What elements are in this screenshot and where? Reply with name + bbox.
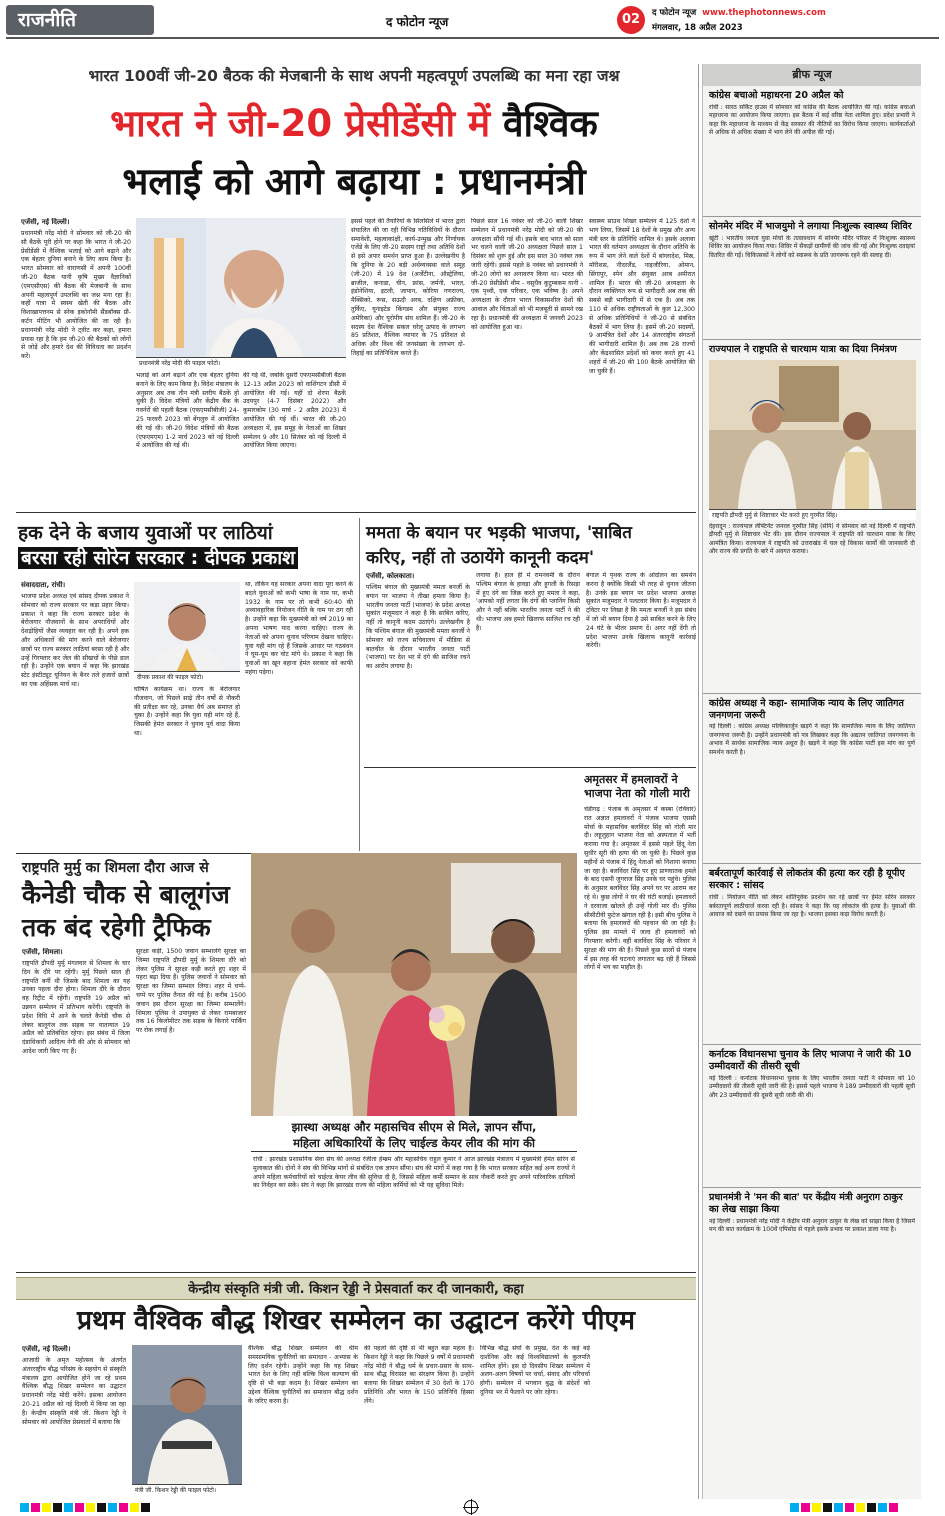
mamata-column-3: [586, 572, 696, 762]
shimla-column-2: [136, 948, 246, 1266]
buddhist-headline: प्रथम वैश्विक बौद्ध शिखर सम्मेलन का उद्घाटन करेंगे पीएम: [76, 1305, 636, 1336]
mamata-headline: [366, 521, 696, 571]
mamata-col3-text: बंगाल में पृथक राज्य के आंदोलन का समर्थन करना है क्योंकि किसी भी तरह से चुनाव जीतना है। उनके इस बयान पर प्रदेश भाजपा अध्यक्ष सुकांत मजूमदार ने पलटवार किया है। मजूमदार ने ट्विटर पर लिखा है कि ममता बनर्जी ने इस संबंध में जो भी बयान दिया है उसे साबित करने के लिए 24 घंटे के भीतर प्रमाण दें। अगर नहीं देंगी तो प्रदेश भाजपा उनके खिलाफ कानूनी कार्रवाई करेगी।: [586, 572, 696, 650]
mamata-column-1: [366, 572, 470, 762]
governor-president-photo: [709, 360, 916, 520]
brief-item-4: [703, 693, 921, 864]
buddhist-column-4: [480, 1345, 590, 1495]
kishan-reddy-photo-caption: मंत्री जी. किशन रेड्डी की फाइल फोटो।: [132, 1484, 242, 1495]
brief-item-3: [703, 339, 921, 693]
column-rule-right: [698, 64, 699, 1499]
lead-col6-text: स्वास्थ्य साउथ शिखर सम्मेलन में 125 देशों ने भाग लिया, जिसमें 18 देशों के प्रमुख और अन्य मंत्री स्तर के प्रतिनिधि शामिल थे। इसके अलावा भारत की वर्तमान अध्यक्षता के दौरान अतिथि के रूप में भाग लेने वाले देशों में बांग्लादेश, मिस्र, मॉरीशस, नीदरलैंड, नाइजीरिया, ओमान, सिंगापुर, स्पेन और संयुक्त अरब अमीरात शामिल हैं। भारत की जी-20 अध्यक्षता के दौरान व्यक्तिगत रूप से भागीदारी अब तक की सबसे बड़ी भागीदारी में से एक है। अब तक 110 से अधिक राष्ट्रीयताओं के कुल 12,300 से अधिक प्रतिनिधियों ने जी-20 से संबंधित बैठकों में भाग लिया है। इसमें जी-20 सदस्यों, 9 आमंत्रित देशों और 14 अंतरराष्ट्रीय संगठनों की भागीदारी शामिल है। अब तक 28 राज्यों और केंद्रशासित प्रदेशों को कवर करते हुए 41 शहरों में जी-20 की 100 बैठकें आयोजित की जा चुकी हैं।: [589, 218, 695, 375]
lead-col5-text: पिछले साल 16 नवंबर को जी-20 बाली शिखर सम्मेलन में प्रधानमंत्री नरेंद्र मोदी को जी-20 की अध्यक्षता सौंपी गई थी। इसके बाद भारत को साल भर चलने वाली जी-20 अध्यक्षता पिछले साल 1 दिसंबर को शुरू हुई और इस साल 30 नवंबर तक जारी रहेगी। इससे पहले 8 नवंबर को प्रधानमंत्री ने जी-20 लोगो का अनावरण किया था। भारत की जी-20 प्रेसीडेंसी थीम - वसुधैव कुटुम्बकम यानी - एक पृथ्वी, एक परिवार, एक भविष्य है। अपने अध्यक्षता के दौरान भारत विकासशील देशों की आवाज और चिंताओं को भी मजबूती से सामने रख रहा है। प्रधानमंत्री की अध्यक्षता में जनवरी 2023 को आयोजित हुआ था।: [471, 218, 583, 331]
brief-item-2-headline: सोनमेर मंदिर में भाजयुमो ने लगाया निःशुल्क स्वास्थ्य शिविर: [709, 220, 912, 232]
cm-meeting-photo: [251, 853, 577, 1116]
amritsar-headline: [584, 773, 696, 801]
brief-news-header: [703, 64, 921, 86]
header-brand-right: [652, 7, 826, 18]
jharkhand-headline: [251, 1119, 577, 1152]
lead-headline-black: वैश्विक: [502, 102, 598, 145]
buddhist-col4-text: विभिन्न बौद्ध संघों के प्रमुख, देश के कई बड़े दार्शनिक और कई विश्वविद्यालयों के कुलपति शामिल होंगे। इस दो दिवसीय शिखर सम्मेलन में अलग-अलग विषयों पर चर्चा, संवाद और परिचर्चा होगी। सम्मेलन में भगवान बुद्ध के संदेशों को दुनिया भर में फैलाने पर जोर रहेगा।: [480, 1345, 590, 1396]
soren-headline: [18, 521, 354, 571]
deepak-photo-caption: दीपक प्रकाश की फाइल फोटो।: [134, 671, 240, 682]
mamata-column-2: [476, 572, 580, 762]
jharkhand-headline-line2: महिला अधिकारियों के लिए चाईल्ड केयर लीव की मांग की: [293, 1136, 535, 1150]
modi-photo-caption: प्रधानमंत्री नरेंद्र मोदी की फाइल फोटो।: [136, 357, 346, 368]
soren-column-1: [21, 581, 129, 847]
shimla-byline: एजेंसी, शिमला।: [22, 948, 63, 956]
soren-headline-line2: [18, 546, 354, 571]
shimla-kicker: राष्ट्रपति मुर्मु का शिमला दौरा आज से: [22, 860, 209, 876]
buddhist-byline: एजेंसी, नई दिल्ली।: [22, 1345, 71, 1353]
brief-item-5-headline: बर्बरतापूर्ण कार्रवाई से लोकतंत्र की हत्या कर रही है यूपीए सरकार : सांसद: [709, 868, 905, 892]
divider-buddhist-top: [16, 1272, 696, 1273]
website-link[interactable]: www.thephotonnews.com: [702, 8, 826, 18]
kishan-reddy-photo: [132, 1345, 242, 1495]
lead-column-2: [136, 372, 239, 506]
mamata-headline-line2: करिए, नहीं तो उठायेंगे कानूनी कदम': [366, 548, 595, 568]
brief-item-5: [703, 863, 921, 1044]
soren-column-2: [134, 686, 240, 846]
lead-col3-text: की गई थी, जबकि दूसरी एफएमसीबीजी बैठक 12-13 अप्रैल 2023 को वाशिंगटन डीसी में आयोजित की गई। यहीं दो शेरपा बैठकें उदयपुर (4-7 दिसंबर 2022) और कुमारकोम (30 मार्च - 2 अप्रैल 2023) में आयोजित की गई थीं। भारत की जी-20 अध्यक्षता में, इस समूह के नेताओं का शिखर सम्मेलन 9 और 10 सितंबर को नई दिल्ली में आयोजित किया जाएगा।: [243, 372, 346, 450]
jharkhand-text: रांची : झारखंड प्रशासनिक सेवा संघ की अध्यक्ष रंजीता हेम्ब्रम और महासचिव राहुल कुमार ने आज झारखंड मंत्रालय में मुख्यमंत्री हेमंत सोरेन से मुलाकात की। दोनों ने संघ की विभिन्न मांगों से संबंधित एक ज्ञापन सौंपा। संघ की मांगों में कहा गया है कि भारत सरकार सहित कई अन्य राज्यों ने अपने महिला कर्मचारियों को चाईल्ड केयर लीव की सुविधा दी है, जिससे महिला कर्मी सम्मान के साथ नौकरी करते हुए अपने पारिवारिक दायित्वों का निर्वहन कर सकें। संघ ने कहा कि झारखंड राज्य की महिला कर्मियों को भी यह सुविधा मिले।: [253, 1156, 575, 1190]
lead-col1-text: प्रधानमंत्री नरेंद्र मोदी ने सोमवार को जी-20 की सौ बैठकें पूरी होने पर कहा कि भारत ने जी-20 प्रेसीडेंसी में वैश्विक भलाई को आगे बढ़ाने और एक बेहतर दुनिया बनाने के लिए काम किया है। भारत सोमवार को वाराणसी में अपनी 100वीं जी-20 बैठक यानी कृषि मुख्य वैज्ञानिकों (एमएसीएस) की बैठक की मेजबानी के साथ अपनी महत्वपूर्ण उपलब्धि का जश्न मना रहा है। कहीं यात्रा में स्वस्थ खेती की बैठक और विशाखापत्तनम से स्नेक इकोनॉमी सैंडबॉक्स प्री-कर्टन मीटिंग भी आयोजित की जा रही है। प्रधानमंत्री नरेंद्र मोदी ने ट्वीट कर कहा, हमारा प्रयास रहा है कि हम जी-20 की बैठकों को लोगों से जोड़ें और हमारे देश की विविधता का प्रदर्शन करें।: [21, 229, 131, 361]
mamata-headline-line1: ममता के बयान पर भड़की भाजपा, 'साबित: [366, 523, 632, 543]
brief-item-4-text: नई दिल्ली : कांग्रेस अध्यक्ष मल्लिकार्जुन खड़गे ने कहा कि सामाजिक न्याय के लिए जातिगत जनगणना जरूरी है। उन्होंने प्रधानमंत्री को पत्र लिखकर कहा कि अद्यतन जातिगत जनगणना के अभाव में सार्थक सामाजिक न्याय अधूरा है। खड़गे ने कहा कि कांग्रेस पार्टी इस मांग का पूर्ण समर्थन करती है।: [709, 723, 915, 756]
shimla-headline-line2: तक बंद रहेगी ट्रैफिक: [22, 913, 211, 942]
amritsar-headline-line2: भाजपा नेता को गोली मारी: [584, 787, 690, 800]
shimla-column-1: [22, 948, 130, 1266]
brief-news-title: ब्रीफ न्यूज: [792, 68, 832, 81]
soren-col2-text: घोषित कार्यक्रम था। राज्य के बेरोजगार नौजवान, जो पिछले साढ़े तीन वर्षों से नौकरी की प्रतीक्षा कर रहे, उनका धैर्य अब समाप्त हो चुका है। उन्होंने कहा कि युवा यही मांग रहे हैं, जिसकी हेमंत सरकार ने चुनाव पूर्व वादा किया था।: [134, 686, 240, 737]
soren-col1-text: भाजपा प्रदेश अध्यक्ष एवं सांसद दीपक प्रकाश ने सोमवार को राज्य सरकार पर कड़ा प्रहार किया। प्रकाश ने कहा कि राज्य सरकार प्रदेश के बेरोजगार नौजवानों के साथ अपराधियों और देशद्रोहियों जैसा व्यवहार कर रही है। अपने हक और अधिकारों की मांग करने वाले बेरोजगार छात्रों पर राज्य सरकार लाठियां बरसा रही है और उन्हें गिरफ्तार कर जेल की सीखचों के पीछे डाल रही है। उन्होंने एक बयान में कहा कि झारखंड स्टेट इंस्टीट्यूट यूनियन के बैनर तले हजारों छात्रों का एक अहिंसक मार्च था।: [21, 592, 129, 688]
buddhist-extra-space: [596, 1345, 696, 1495]
brief-item-4-headline: कांग्रेस अध्यक्ष ने कहा- सामाजिक न्याय के लिए जातिगत जनगणना जरूरी: [709, 697, 904, 721]
lead-headline-line1: [14, 100, 694, 148]
jharkhand-headline-line1: झास्था अध्यक्ष और महासचिव सीएम से मिले, ज्ञापन सौंपा,: [291, 1120, 537, 1134]
brief-item-1-headline: कांग्रेस बचाओ महाधरना 20 अप्रैल को: [709, 90, 844, 101]
buddhist-column-2: [248, 1345, 358, 1495]
brief-item-7-headline: प्रधानमंत्री ने 'मन की बात' पर केंद्रीय मंत्री अनुराग ठाकुर का लेख साझा किया: [709, 1191, 903, 1215]
bottom-color-bar-right: [790, 1503, 898, 1512]
buddhist-col2-text: वैश्विक बौद्ध शिखर सम्मेलन की थीम समसामयिक चुनौतियों का समाधान - अभ्यास के लिए दर्शन रहेगी। उन्होंने कहा कि यह शिखर भारत देश के लिए नहीं बल्कि विश्व कल्याण की दृष्टि से भी बड़ा कदम है। शिखर सम्मेलन का उद्देश्य वैश्विक चुनौतियों का समाधान बौद्ध दर्शन के जरिए करना है।: [248, 1345, 358, 1405]
brief-item-6-headline: कर्नाटक विधानसभा चुनाव के लिए भाजपा ने जारी की 10 उम्मीदवारों की तीसरी सूची: [709, 1049, 912, 1072]
lead-column-5: [471, 218, 583, 506]
divider-mamata-bottom: [364, 767, 696, 768]
shimla-col1-text: राष्ट्रपति द्रौपदी मुर्मु मंगलवार से शिमला के चार दिन के दौरे पर रहेंगी। मुर्मु पिछले साल ही राष्ट्रपति बनीं थी जिसके बाद शिमला का यह उनका पहला दौरा होगा। शिमला दौरे के दौरान वह रिट्रीट में रहेंगी। राष्ट्रपति 19 अप्रैल को उन्नयन सम्मेलन में प्रतिभाग करेंगी। राष्ट्रपति के प्रदेश विधि में आने के चलते कैनेडी चौक से लेकर बालूगंज तक सड़क पर यातायात 19 अप्रैल को प्रतिबंधित रहेगा। इस संबंध में जिला दंडाधिकारी आदित्य नेगी की ओर से सोमवार को आदेश जारी किए गए हैं।: [22, 959, 130, 1055]
buddhist-kicker-bar: [16, 1277, 696, 1300]
kishan-reddy-image: [132, 1345, 242, 1495]
buddhist-col1-text: आजादी के अमृत महोत्सव के अंतर्गत अंतरराष्ट्रीय बौद्ध परिसंघ के सहयोग से संस्कृति मंत्रालय द्वारा आयोजित होने जा रहे प्रथम वैश्विक बौद्ध शिखर सम्मेलन का उद्घाटन प्रधानमंत्री नरेंद्र मोदी करेंगे। इसका आयोजन 20-21 अप्रैल को नई दिल्ली में किया जा रहा है। केन्द्रीय संस्कृति मंत्री जी. किशन रेड्डी ने सोमवार को आयोजित प्रेसवार्ता में बताया कि: [22, 1356, 126, 1426]
lead-col4-text: इससे पहले की तैयारियों के सिलसिले में भारत द्वारा संचालित की जा रही विभिन्न गतिविधियों के दौरान समावेशी, महत्वाकांक्षी, कार्य-उन्मुख और निर्णायक एजेंडे के लिए जी-20 सदस्य राष्ट्रों तथा अतिथि देशों से इसे अपार समर्थन प्राप्त हुआ है। उल्लेखनीय है कि दुनिया के 20 बड़ी अर्थव्यवस्था वाले समूह (जी-20) में 19 देश (अर्जेंटीना, ऑस्ट्रेलिया, ब्राजील, कनाडा, चीन, फ्रांस, जर्मनी, भारत, इंडोनेशिया, इटली, जापान, कोरिया गणराज्य, मैक्सिको, रूस, सऊदी अरब, दक्षिण अफ्रीका, तुर्किए, यूनाइटेड किंगडम और संयुक्त राज्य अमेरिका) और यूरोपीय संघ शामिल हैं। जी-20 के सदस्य देश वैश्विक सकल घरेलू उत्पाद के लगभग 85 प्रतिशत, वैश्विक व्यापार के 75 प्रतिशत से अधिक और विश्व की जनसंख्या के लगभग दो-तिहाई का प्रतिनिधित्व करते हैं।: [351, 218, 465, 357]
mamata-col2-text: लगाया है। हाल ही में रामनवमी के दौरान पश्चिम बंगाल के हावड़ा और हुगली के रिसड़ा में हुए दंगे का जिक्र करते हुए ममता ने कहा, 'आपको नहीं लगता कि दंगों की प्लानिंग किसी और ने नहीं बल्कि भारतीय जनता पार्टी ने की थी। भाजपा अब हमारे खिलाफ साजिश रच रही है।: [476, 572, 580, 632]
brief-news-sidebar: [702, 64, 921, 1499]
issue-date: मंगलवार, 18 अप्रैल 2023: [652, 23, 743, 33]
modi-portrait-image: [136, 218, 346, 368]
brief-item-3-text: देहरादून : राज्यपाल लेफ्टिनेंट जनरल गुरमीत सिंह (सेनि) ने सोमवार को नई दिल्ली में राष्ट्रपति द्रौपदी मुर्मु से शिष्टाचार भेंट की। इस दौरान राज्यपाल ने राष्ट्रपति को चारधाम यात्रा के लिए आमंत्रित किया। राज्यपाल ने राष्ट्रपति को उत्तराखंड में चल रहे विकास कार्यों की जानकारी दी और राज्य की प्रगति के बारे में अवगत कराया।: [709, 522, 915, 556]
mamata-col1-text: पश्चिम बंगाल की मुख्यमंत्री ममता बनर्जी के बयान पर भाजपा ने तीखा हमला किया है। भारतीय जनता पार्टी (भाजपा) के प्रदेश अध्यक्ष सुकांत मजूमदार ने कहा है कि साबित करिए, नहीं तो कानूनी कदम उठाएंगे। उल्लेखनीय है कि पश्चिम बंगाल की मुख्यमंत्री ममता बनर्जी ने सोमवार को राज्य सचिवालय में मीडिया से बातचीत के दौरान भारतीय जनता पार्टी (भाजपा) पर देश भर में दंगे की साजिश रचने का आरोप लगाया है।: [366, 583, 470, 671]
deepak-portrait-image: [134, 582, 240, 682]
mamata-byline: एजेंसी, कोलकाता।: [366, 572, 415, 580]
lead-headline-line2: भलाई को आगे बढ़ाया : प्रधानमंत्री: [122, 160, 586, 203]
brief-item-5-text: रांची : नियोजन नीति को लेकर शांतिपूर्वक प्रदर्शन कर रहे छात्रों पर हेमंत सोरेन सरकार बर्बरतापूर्ण लाठीचार्ज करवा रही है। सांसद ने कहा कि यह लोकतंत्र की हत्या है। युवाओं की आवाज को दबाने का प्रयास किया जा रहा है। भाजपा इसका कड़ा विरोध करती है।: [709, 894, 915, 919]
registration-mark-icon: [464, 1500, 478, 1514]
brief-item-2-text: खूंटी : भारतीय जनता युवा मोर्चा के तत्वावधान में सोनमेर मंदिर परिसर में निःशुल्क स्वास्थ्य शिविर का आयोजन किया गया। शिविर में सैकड़ों ग्रामीणों की जांच की गई और निःशुल्क दवाइयां वितरित की गईं। चिकित्सकों ने लोगों को स्वास्थ्य के प्रति जागरूक रहने की सलाह दी।: [709, 234, 915, 259]
bottom-color-bar-left: [20, 1503, 150, 1512]
cm-meeting-image: [251, 853, 577, 1116]
lead-byline: एजेंसी, नई दिल्ली।: [21, 218, 70, 226]
lead-column-1: [21, 218, 131, 506]
brief-item-3-headline: राज्यपाल ने राष्ट्रपति से चारधाम यात्रा का दिया निमंत्रण: [709, 343, 897, 355]
soren-col3-text: था, लेकिन यह सरकार अपना वादा पूरा करने के बदले युवाओं को कभी भाषा के नाम पर, कभी 1932 के नाम पर तो कभी 60:40 की अव्यावहारिक नियोजन नीति के नाम पर ठग रही है। उन्होंने कहा कि मुख्यमंत्री को वर्ष 2019 का अपना भाषण याद करना चाहिए। राज्य के नेताओं को अपना चुनाव परिणाम देखना चाहिए। युवा यही मांग रहे हैं जिसके आधार पर गठबंधन ने घूम-घूम कर वोट मांगे थे। प्रकाश ने कहा कि युवाओं का खून बहाना हेमंत सरकार को काफी महंगा पड़ेगा।: [245, 581, 353, 676]
lead-headline-red: भारत ने जी-20 प्रेसीडेंसी में: [110, 102, 491, 145]
deepak-prakash-photo: [134, 582, 240, 682]
right-brand: द फोटोन न्यूज: [652, 8, 697, 18]
section-label: राजनीति: [18, 9, 77, 31]
lead-kicker: भारत 100वीं जी-20 बैठक की मेजबानी के साथ अपनी महत्वपूर्ण उपलब्धि का मना रहा जश्न: [88, 67, 620, 85]
brief-item-6: [703, 1044, 921, 1187]
lead-column-3: [243, 372, 346, 506]
governor-president-image: [709, 360, 916, 520]
soren-column-3: [245, 581, 353, 847]
header-rule: [6, 37, 939, 39]
soren-headline-line1: हक देने के बजाय युवाओं पर लाठियां: [18, 522, 273, 544]
shimla-headline-line1: कैनेडी चौक से बालूगंज: [22, 880, 230, 909]
buddhist-kicker: केन्द्रीय संस्कृति मंत्री जी. किशन रेड्डी ने प्रेसवार्ता कर दी जानकारी, कहा: [188, 1282, 524, 1297]
brief-item-1: [703, 86, 921, 216]
column-rule-main: [359, 518, 360, 851]
page-number: 02: [617, 6, 645, 34]
brief-item-6-text: नई दिल्ली : कर्नाटक विधानसभा चुनाव के लिए भारतीय जनता पार्टी ने सोमवार को 10 उम्मीदवारों की तीसरी सूची जारी की है। इससे पहले भाजपा ने 189 उम्मीदवारों की पहली सूची और 23 उम्मीदवारों की दूसरी सूची जारी की थी।: [709, 1074, 915, 1099]
soren-byline: संवाददाता, रांची।: [21, 581, 66, 589]
buddhist-column-1: [22, 1345, 126, 1495]
brief-item-2: [703, 216, 921, 339]
buddhist-column-3: [364, 1345, 474, 1495]
divider-lead-bottom: [16, 512, 696, 513]
lead-col2-text: भलाई को आगे बढ़ाने और एक बेहतर दुनिया बनाने के लिए काम किया है। विदेश मंत्रालय के अनुसार अब तक तीन मंत्री स्तरीय बैठकें हो चुकी हैं। विदेश मंत्रियों और केंद्रीय बैंक के गवर्नरों की पहली बैठक (एफएमसीबीजी) 24-25 फरवरी 2023 को बेंगलुरु में आयोजित की गई थी। जी-20 विदेश मंत्रियों की बैठक (एफएमएम) 1-2 मार्च 2023 को नई दिल्ली में आयोजित की गई थी।: [136, 372, 239, 450]
lead-column-4: [351, 218, 465, 506]
paper-name: द फोटोन न्यूज: [386, 15, 449, 29]
lead-column-6: [589, 218, 695, 506]
soren-headline-line2-text: बरसा रही सोरेन सरकार : दीपक प्रकाश: [18, 547, 298, 569]
buddhist-col3-text: की पहलों की दृष्टि से भी बहुत बड़ा महत्व है। किशन रेड्डी ने कहा कि पिछले 9 वर्षों में प्रधानमंत्री नरेंद्र मोदी ने बौद्ध धर्म के प्रचार-प्रसार के साथ-साथ बौद्ध विरासत का संरक्षण किया है। उन्होंने बताया कि शिखर सम्मेलन में 30 देशों के 170 प्रतिनिधि और भारत के 150 प्रतिनिधि हिस्सा लेंगे।: [364, 1345, 474, 1405]
brief-item-7: [703, 1187, 921, 1318]
section-tag: [6, 5, 154, 35]
shimla-col2-text: सुरक्षा कड़ी, 1500 जवान सम्भालेंगे सुरक्षा का जिम्मा राष्ट्रपति द्रौपदी मुर्मु के शिमला दौरे को लेकर पुलिस ने सुरक्षा कड़ी करते हुए शहर में पहरा बढ़ा दिया है। पुलिस जवानों ने सोमवार को सुरक्षा का जिम्मा सम्भाल लिया। शहर में चप्पे-चप्पे पर पुलिस तैनात की गई है। करीब 1500 जवान इस दौरान सुरक्षा का जिम्मा सम्भालेंगे। शिमला पुलिस ने उपायुक्त से लेकर रामबाजार तक 16 किलोमीटर तक सड़क के किनारे पार्किंग पर रोक लगाई है।: [136, 948, 246, 1035]
brief-item-1-text: रांची : सारठ सर्किट हाउस में सोमवार को कांग्रेस की बैठक आयोजित की गई। कांग्रेस बचाओ महाधरना का आयोजन किया जाएगा। इस बैठक में कई वरिष्ठ नेता शामिल हुए। प्रदेश प्रभारी ने कहा कि महाधरना के माध्यम से केंद्र सरकार की नीतियों का विरोध किया जाएगा। कार्यकर्ताओं से अधिक से अधिक संख्या में भाग लेने की अपील की गई।: [709, 103, 915, 137]
modi-photo: [136, 218, 346, 368]
brief-item-7-text: नई दिल्ली : प्रधानमंत्री नरेंद्र मोदी ने केंद्रीय मंत्री अनुराग ठाकुर के लेख को साझा किया है जिसमें मन की बात कार्यक्रम के 100वें एपिसोड से पहले इसके प्रभाव पर प्रकाश डाला गया है।: [709, 1217, 915, 1234]
governor-photo-caption: राष्ट्रपति द्रौपदी मुर्मु से शिष्टाचार भेंट करते हुए गुरमीत सिंह।: [709, 509, 916, 520]
amritsar-text: चंडीगढ़ : पंजाब के अमृतसर में कस्बा (रविवार) रात अज्ञात हमलावरों ने पंजाब भाजपा एससी मोर्चा के महासचिव बलविंदर सिंह को गोली मार दी। लहूलुहान भाजपा नेता को अस्पताल में भर्ती कराया गया है। अमृतसर में इससे पहले हिंदू नेता सुधीर सूरी की हत्या की जा चुकी है। पिछले कुछ महीनों से पंजाब में हिंदू नेताओं को निशाना बनाया जा रहा है। बलविंदर सिंह पर हुए प्राणघातक हमले के बाद एसपी जुगराज सिंह उनके घर पहुंचे। पुलिस के अनुसार बलविंदर सिंह अपने घर पर आराम कर रहे थे। कुछ लोगों ने घर की घंटी बजाई। हमलावरों ने दरवाजा खोलते ही उन्हें गोली मार दी। पुलिस सीसीटीवी फुटेज खंगाल रही है। इसी बीच पुलिस ने बताया कि हमलावरों की पहचान की जा रही है। पुलिस इस मामले में जल्द ही हमलावरों को गिरफ्तार करेगी। वहीं बलविंदर सिंह के परिवार ने सुरक्षा की मांग की है। पिछले कुछ सालों से पंजाब में इस तरह की घटनाएं लगातार बढ़ रही हैं जिससे लोगों में भय का माहौल है।: [584, 806, 696, 972]
amritsar-headline-line1: अमृतसर में हमलावरों ने: [584, 773, 678, 786]
